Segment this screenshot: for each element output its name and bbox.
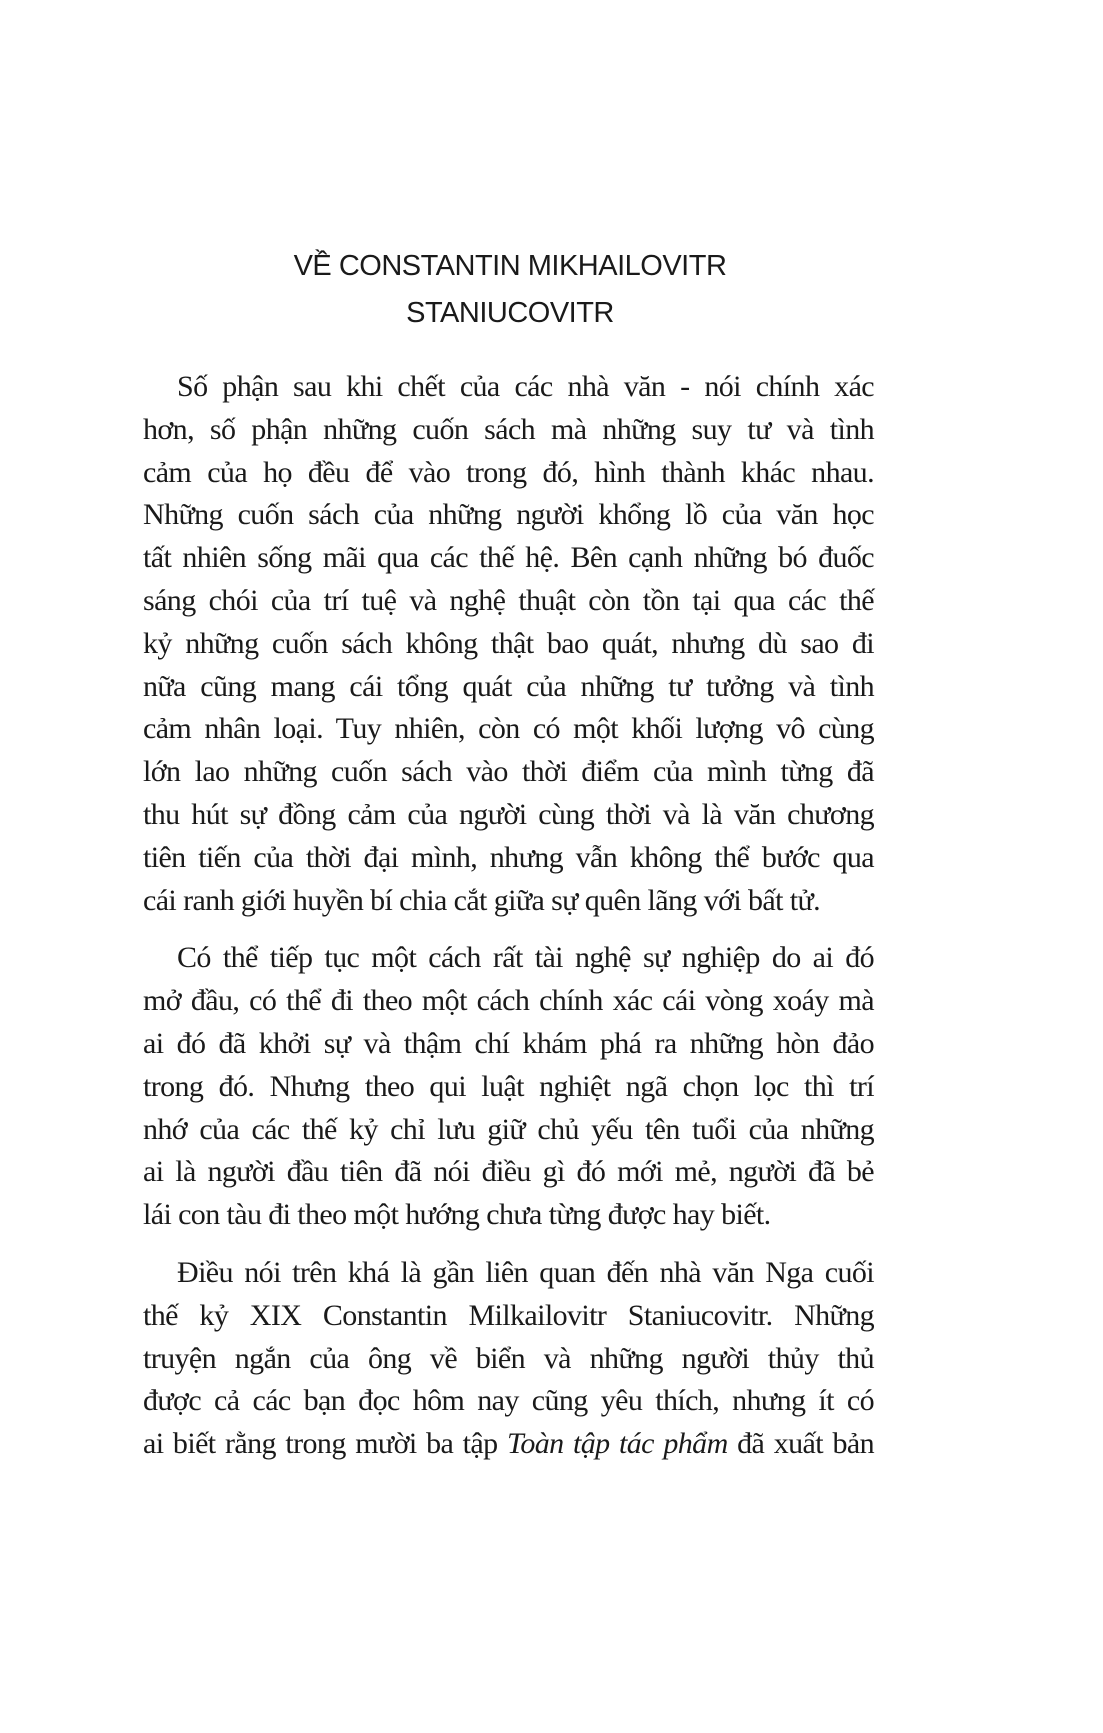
text-line: hơn, số phận những cuốn sách mà những suy tư và tình bbox=[143, 412, 874, 446]
text-line: Điều nói trên khá là gần liên quan đến nhà văn Nga cuối bbox=[177, 1255, 874, 1289]
text-line: nhớ của các thế kỷ chỉ lưu giữ chủ yếu tên tuổi của những bbox=[143, 1112, 874, 1146]
text-line: thu hút sự đồng cảm của người cùng thời và là văn chương bbox=[143, 797, 874, 831]
paragraph-3 bbox=[143, 1252, 874, 1466]
text-line: tất nhiên sống mãi qua các thế hệ. Bên cạnh những bó đuốc bbox=[143, 541, 874, 575]
text-line: nữa cũng mang cái tổng quát của những tư tưởng và tình bbox=[143, 669, 874, 703]
chapter-title-line-2: STANIUCOVITR bbox=[406, 297, 614, 329]
text-line: cảm nhân loại. Tuy nhiên, còn có một khối lượng vô cùng bbox=[143, 712, 874, 746]
paragraph-1 bbox=[143, 366, 874, 922]
text-line: trong đó. Nhưng theo qui luật nghiệt ngã chọn lọc thì trí bbox=[143, 1069, 874, 1103]
text-fragment: đã xuất bản bbox=[727, 1427, 874, 1461]
text-line: được cả các bạn đọc hôm nay cũng yêu thích, nhưng ít có bbox=[143, 1384, 874, 1418]
text-line: ai đó đã khởi sự và thậm chí khám phá ra những hòn đảo bbox=[143, 1026, 874, 1060]
text-line: Số phận sau khi chết của các nhà văn - nói chính xác bbox=[177, 370, 874, 403]
text-line: Những cuốn sách của những người khổng lồ của văn học bbox=[143, 498, 874, 532]
text-line: thế kỷ XIX Constantin Milkailovitr Staniucovitr. Những bbox=[143, 1298, 874, 1332]
text-line: Có thể tiếp tục một cách rất tài nghệ sự nghiệp do ai đó bbox=[177, 941, 874, 975]
book-title-italic: Toàn tập tác phẩm bbox=[507, 1427, 728, 1461]
body-text bbox=[143, 366, 874, 1481]
text-line: lớn lao những cuốn sách vào thời điểm của mình từng đã bbox=[143, 755, 874, 789]
text-line: sáng chói của trí tuệ và nghệ thuật còn tồn tại qua các thế bbox=[143, 583, 874, 617]
text-line: kỷ những cuốn sách không thật bao quát, nhưng dù sao đi bbox=[143, 626, 874, 660]
text-line: cảm của họ đều để vào trong đó, hình thành khác nhau. bbox=[143, 455, 874, 489]
paragraph-2 bbox=[143, 937, 874, 1237]
text-line: cái ranh giới huyền bí chia cắt giữa sự quên lãng với bất tử. bbox=[143, 883, 821, 917]
text-fragment: ai biết rằng trong mười ba tập bbox=[143, 1427, 508, 1461]
text-line bbox=[143, 1423, 874, 1466]
text-line: tiên tiến của thời đại mình, nhưng vẫn không thể bước qua bbox=[143, 840, 874, 874]
text-line: truyện ngắn của ông về biển và những người thủy thủ bbox=[143, 1341, 874, 1375]
text-line: mở đầu, có thể đi theo một cách chính xác cái vòng xoáy mà bbox=[143, 984, 874, 1018]
text-line: lái con tàu đi theo một hướng chưa từng được hay biết. bbox=[143, 1198, 771, 1232]
chapter-title-line-1: VỀ CONSTANTIN MIKHAILOVITR bbox=[293, 250, 727, 282]
text-line: ai là người đầu tiên đã nói điều gì đó mới mẻ, người đã bẻ bbox=[143, 1155, 874, 1189]
